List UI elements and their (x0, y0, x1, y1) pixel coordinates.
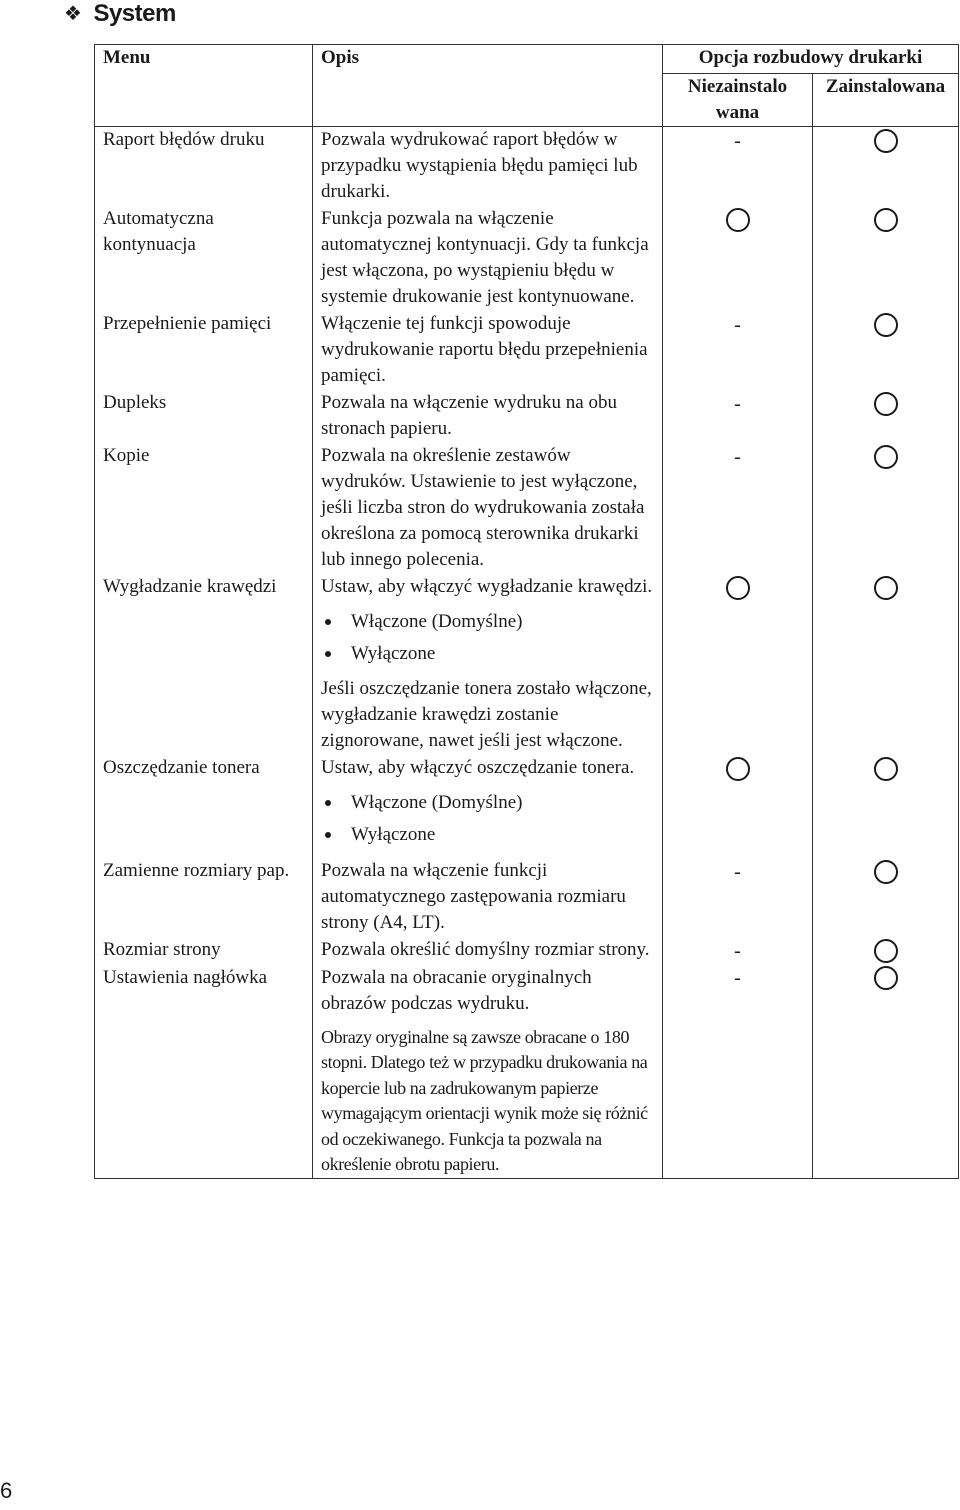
page-number: 6 (0, 1478, 13, 1503)
not-installed-dash: - (734, 860, 741, 883)
row-description-cell (313, 964, 663, 1178)
installed-circle-icon (874, 939, 898, 963)
row-description-cell (313, 443, 663, 574)
table-row (95, 755, 959, 858)
cell-not-installed (663, 937, 813, 965)
cell-installed (813, 443, 959, 574)
table-row (95, 574, 959, 755)
cell-not-installed (663, 443, 813, 574)
table-row (95, 937, 959, 965)
row-description-cell (313, 574, 663, 755)
row-description: Pozwala wydrukować raport błędów w przypadku wystąpienia błędu pamięci lub drukarki. (321, 129, 638, 202)
row-menu: Oszczędzanie tonera (95, 755, 313, 858)
cell-installed (813, 937, 959, 965)
table-row (95, 311, 959, 390)
row-description: Ustaw, aby włączyć wygładzanie krawędzi. (321, 576, 653, 597)
header-description: Opis (313, 45, 663, 127)
row-description: Pozwala na obracanie oryginalnych obrazów podczas wydruku. (321, 966, 592, 1014)
not-installed-circle-icon (726, 576, 750, 600)
row-description: Pozwala określić domyślny rozmiar strony. (321, 939, 650, 960)
row-menu: Raport błędów druku (95, 127, 313, 206)
section-title: System (93, 0, 176, 27)
row-note: Obrazy oryginalne są zawsze obracane o 180 stopni. Dlatego też w przypadku drukowania na kopercie lub na zadrukowanym papierze wymagającym orientacji wynik może się różnić od oczekiwanego. Funkcja ta pozwala na określenie obrotu papieru. (321, 1026, 648, 1175)
cell-not-installed (663, 964, 813, 1178)
row-description-cell (313, 390, 663, 443)
not-installed-circle-icon (726, 757, 750, 781)
header-not-installed: Niezainstalo wana (663, 74, 813, 127)
cell-installed (813, 206, 959, 311)
installed-circle-icon (874, 445, 898, 469)
option-item: Włączone (Domyślne) (321, 606, 654, 638)
option-item: Wyłączone (321, 638, 654, 670)
table-row (95, 390, 959, 443)
row-menu: Rozmiar strony (95, 937, 313, 965)
cell-installed (813, 390, 959, 443)
option-list (321, 787, 654, 851)
row-description-cell (313, 858, 663, 937)
cell-installed (813, 964, 959, 1178)
table-row (95, 443, 959, 574)
cell-not-installed (663, 206, 813, 311)
installed-circle-icon (874, 313, 898, 337)
not-installed-dash: - (734, 967, 741, 990)
cell-not-installed (663, 127, 813, 206)
option-item: Włączone (Domyślne) (321, 787, 654, 819)
row-description: Pozwala na włączenie wydruku na obu stronach papieru. (321, 392, 617, 439)
cell-installed (813, 755, 959, 858)
cell-installed (813, 311, 959, 390)
header-installed: Zainstalowana (813, 74, 959, 127)
installed-circle-icon (874, 576, 898, 600)
not-installed-dash: - (734, 445, 741, 468)
cell-installed (813, 127, 959, 206)
cell-not-installed (663, 574, 813, 755)
section-heading (64, 0, 176, 30)
row-menu: Automatyczna kontynuacja (95, 206, 313, 311)
row-description: Włączenie tej funkcji spowoduje wydrukowanie raportu błędu przepełnienia pamięci. (321, 313, 648, 386)
settings-table (94, 44, 959, 1179)
not-installed-circle-icon (726, 208, 750, 232)
cell-not-installed (663, 311, 813, 390)
row-description-cell (313, 937, 663, 965)
cell-not-installed (663, 390, 813, 443)
row-menu: Przepełnienie pamięci (95, 311, 313, 390)
not-installed-dash: - (734, 392, 741, 415)
row-description: Pozwala na włączenie funkcji automatycznego zastępowania rozmiaru strony (A4, LT). (321, 860, 626, 933)
installed-circle-icon (874, 129, 898, 153)
cell-not-installed (663, 755, 813, 858)
row-description-cell (313, 311, 663, 390)
row-description-cell (313, 127, 663, 206)
installed-circle-icon (874, 208, 898, 232)
row-description: Ustaw, aby włączyć oszczędzanie tonera. (321, 757, 635, 778)
row-description: Funkcja pozwala na włączenie automatycznej kontynuacji. Gdy ta funkcja jest włączona, po wystąpieniu błędu w systemie drukowanie jest kontynuowane. (321, 208, 649, 307)
cell-not-installed (663, 858, 813, 937)
table-row (95, 206, 959, 311)
row-menu: Wygładzanie krawędzi (95, 574, 313, 755)
row-menu: Dupleks (95, 390, 313, 443)
not-installed-dash: - (734, 313, 741, 336)
installed-circle-icon (874, 966, 898, 990)
diamond-bullet-icon: ❖ (64, 3, 82, 25)
installed-circle-icon (874, 757, 898, 781)
table-row (95, 964, 959, 1178)
cell-installed (813, 574, 959, 755)
row-menu: Zamienne rozmiary pap. (95, 858, 313, 937)
row-menu: Ustawienia nagłówka (95, 964, 313, 1178)
option-item: Wyłączone (321, 819, 654, 851)
installed-circle-icon (874, 860, 898, 884)
header-option-group: Opcja rozbudowy drukarki (663, 45, 959, 74)
table-row (95, 858, 959, 937)
not-installed-dash: - (734, 939, 741, 962)
row-description: Pozwala na określenie zestawów wydruków. Ustawienie to jest wyłączone, jeśli liczba stron do wydrukowania została określona za pomocą sterownika drukarki lub innego polecenia. (321, 445, 645, 570)
installed-circle-icon (874, 392, 898, 416)
option-list (321, 606, 654, 670)
not-installed-dash: - (734, 129, 741, 152)
cell-installed (813, 858, 959, 937)
header-menu: Menu (95, 45, 313, 127)
row-extra-note: Jeśli oszczędzanie tonera zostało włączone, wygładzanie krawędzi zostanie zignorowane, nawet jeśli jest włączone. (321, 678, 652, 751)
row-menu: Kopie (95, 443, 313, 574)
row-description-cell (313, 206, 663, 311)
row-description-cell (313, 755, 663, 858)
table-row (95, 127, 959, 206)
